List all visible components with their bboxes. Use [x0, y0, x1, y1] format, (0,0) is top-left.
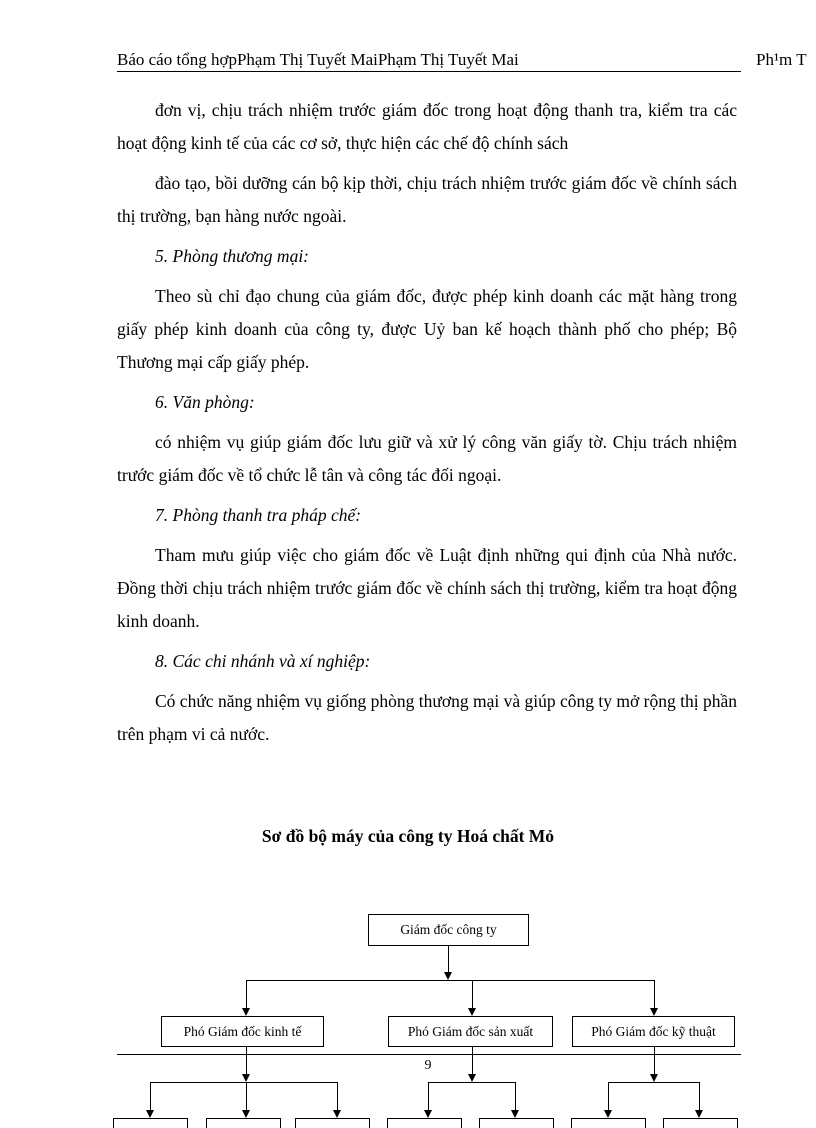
- arrow-down-icon: [468, 1008, 476, 1016]
- org-box-sub: [663, 1118, 738, 1128]
- arrow-down-icon: [242, 1074, 250, 1082]
- paragraph: đơn vị, chịu trách nhiệm trước giám đốc trong hoạt động thanh tra, kiểm tra các hoạt động kinh tế của các cơ sở, thực hiện các chế độ chính sách: [117, 100, 737, 153]
- page-number: 9: [424, 1058, 432, 1073]
- footer-rule: [117, 1054, 741, 1055]
- arrow-down-icon: [242, 1008, 250, 1016]
- org-box-sub: [479, 1118, 554, 1128]
- org-box-sub: [571, 1118, 646, 1128]
- paragraph: Theo sù chỉ đạo chung của giám đốc, được phép kinh doanh các mặt hàng trong giấy phép kinh doanh của công ty, được Uỷ ban kế hoạch thành phố cho phép; Bộ Thương mại cấp giấy phép.: [117, 286, 737, 372]
- org-box-deputy-technical: Phó Giám đốc kỹ thuật: [572, 1016, 735, 1047]
- connector-line: [150, 1082, 338, 1083]
- arrow-down-icon: [604, 1110, 612, 1118]
- arrow-down-icon: [650, 1074, 658, 1082]
- org-box-deputy-economic: Phó Giám đốc kinh tế: [161, 1016, 324, 1047]
- arrow-down-icon: [444, 972, 452, 980]
- org-box-deputy-production: Phó Giám đốc sản xuất: [388, 1016, 553, 1047]
- running-header: Báo cáo tổng hợpPhạm Thị Tuyết MaiPhạm Thị Tuyết Mai: [117, 50, 519, 69]
- section-heading: 8. Các chi nhánh và xí nghiệp:: [155, 651, 371, 671]
- arrow-down-icon: [333, 1110, 341, 1118]
- paragraph: Có chức năng nhiệm vụ giống phòng thương mại và giúp công ty mở rộng thị phần trên phạm vi cả nước.: [117, 691, 737, 744]
- connector-line: [246, 980, 247, 1010]
- body-text: [117, 94, 737, 758]
- arrow-down-icon: [511, 1110, 519, 1118]
- running-header-right: Ph¹m T: [756, 50, 807, 69]
- arrow-down-icon: [468, 1074, 476, 1082]
- connector-line: [246, 980, 654, 981]
- org-box-sub: [206, 1118, 281, 1128]
- connector-line: [608, 1082, 700, 1083]
- arrow-down-icon: [650, 1008, 658, 1016]
- section-heading: 7. Phòng thanh tra pháp chế:: [155, 505, 362, 525]
- connector-line: [472, 980, 473, 1010]
- paragraph: đào tạo, bồi dưỡng cán bộ kịp thời, chịu trách nhiệm trước giám đốc về chính sách thị trường, bạn hàng nước ngoài.: [117, 173, 737, 226]
- connector-line: [654, 980, 655, 1010]
- arrow-down-icon: [424, 1110, 432, 1118]
- arrow-down-icon: [242, 1110, 250, 1118]
- org-box-director: Giám đốc công ty: [368, 914, 529, 946]
- org-box-sub: [387, 1118, 462, 1128]
- paragraph: có nhiệm vụ giúp giám đốc lưu giữ và xử lý công văn giấy tờ. Chịu trách nhiệm trước giám đốc về tổ chức lễ tân và công tác đối ngoại.: [117, 432, 737, 485]
- org-box-sub: [113, 1118, 188, 1128]
- arrow-down-icon: [695, 1110, 703, 1118]
- header-rule: [117, 71, 741, 72]
- connector-line: [428, 1082, 516, 1083]
- section-heading: 6. Văn phòng:: [155, 392, 255, 412]
- arrow-down-icon: [146, 1110, 154, 1118]
- paragraph: Tham mưu giúp việc cho giám đốc về Luật định những qui định của Nhà nước. Đồng thời chịu trách nhiệm trước giám đốc về chính sách thị trường, kiểm tra hoạt động kinh doanh.: [117, 545, 737, 631]
- org-chart-title: Sơ đồ bộ máy của công ty Hoá chất Mỏ: [261, 826, 555, 846]
- org-box-sub: [295, 1118, 370, 1128]
- section-heading: 5. Phòng thương mại:: [155, 246, 310, 266]
